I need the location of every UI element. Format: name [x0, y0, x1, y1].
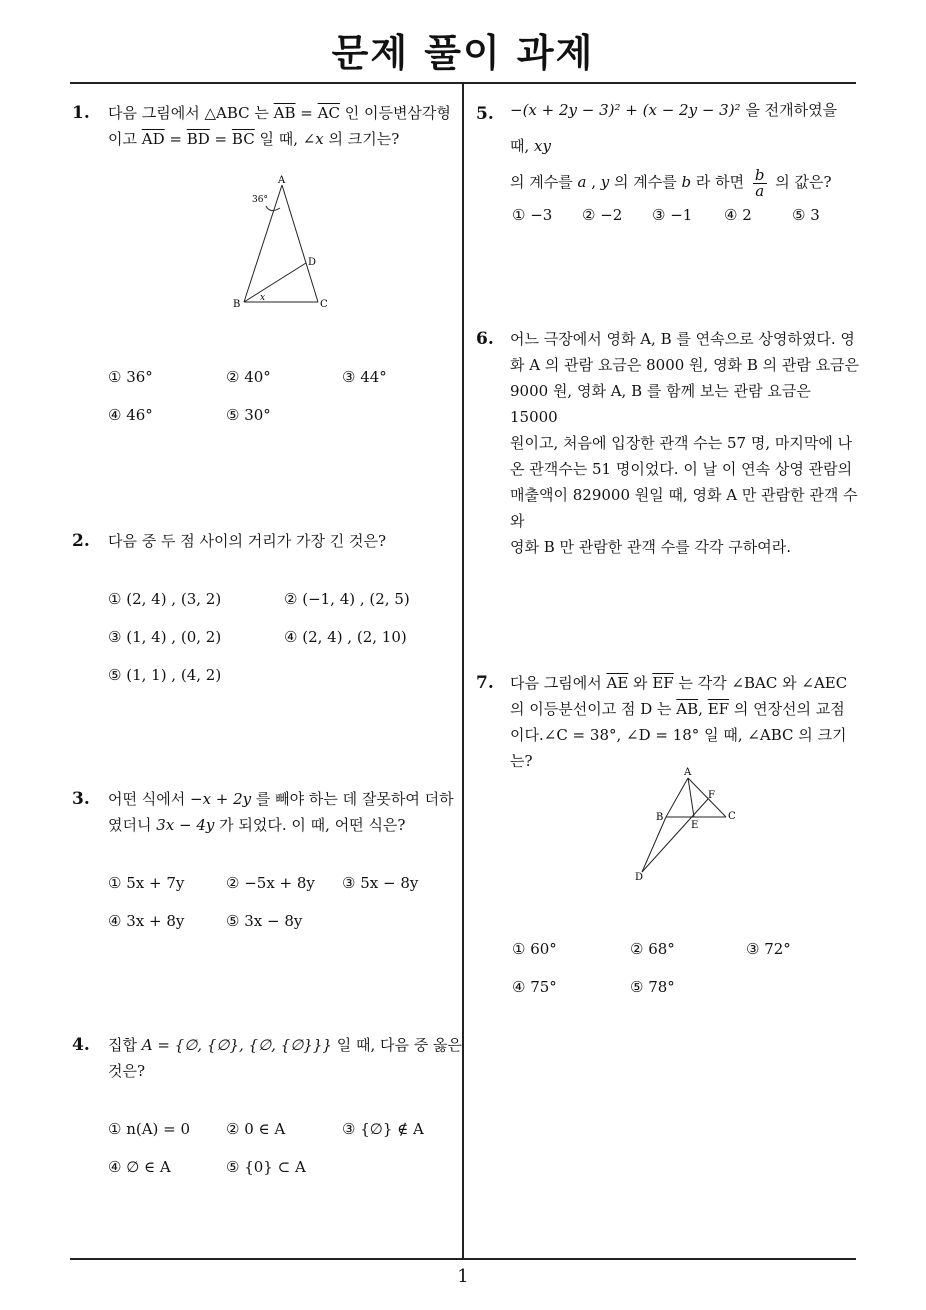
choice-5[interactable]: ⑤ 3x − 8y	[226, 912, 303, 930]
bisector-figure	[630, 762, 740, 887]
question-4	[72, 1032, 462, 1084]
column-divider	[462, 83, 464, 1259]
triangle-figure	[230, 170, 340, 315]
page-title: 문제 풀이 과제	[331, 31, 595, 75]
label-b: B	[656, 812, 664, 823]
question-6	[476, 326, 860, 560]
choice-4[interactable]: ④ 2	[724, 206, 752, 224]
choice-4[interactable]: ④ 75°	[512, 978, 557, 996]
label-d: D	[635, 872, 644, 883]
label-d: D	[308, 257, 317, 268]
label-c: C	[728, 811, 736, 822]
choice-2[interactable]: ② (−1, 4) , (2, 5)	[284, 590, 410, 608]
question-text: 다음 중 두 점 사이의 거리가 가장 긴 것은?	[108, 532, 387, 550]
question-5	[476, 100, 860, 200]
page-number: 1	[457, 1266, 469, 1287]
choice-5[interactable]: ⑤ (1, 1) , (4, 2)	[108, 666, 222, 684]
question-number: 1.	[72, 103, 90, 123]
choice-3[interactable]: ③ −1	[652, 206, 693, 224]
choice-2[interactable]: ② −2	[582, 206, 623, 224]
choice-3[interactable]: ③ {∅} ∉ A	[342, 1120, 424, 1138]
question-number: 6.	[476, 329, 494, 349]
question-text: 어느 극장에서 영화 A, B 를 연속으로 상영하였다. 영 화 A 의 관람 요금은 8000 원, 영화 B 의 관람 요금은 9000 원, 영화 A, B 를 함께 보는 관람 요금은 15000 원이고, 처음에 입장한 관객 수는 57 명, 마지막에 나 온 관객수는 51 명이었다. 이 날 이 연속 상영 관람의 매출액이 829000 원일 때, 영화 A 만 관람한 관객 수와 영화 B 만 관람한 관객 수를 각각 구하여라.	[510, 330, 860, 556]
choice-3[interactable]: ③ 5x − 8y	[342, 874, 419, 892]
question-number: 5.	[476, 104, 494, 124]
choice-2[interactable]: ② 68°	[630, 940, 675, 958]
fraction: $\frac{b}{a}$	[754, 165, 765, 200]
choice-2[interactable]: ② 40°	[226, 368, 271, 386]
question-text: 집합 A = {∅, {∅}, {∅, {∅}}} 일 때, 다음 중 옳은 것은?	[108, 1036, 462, 1080]
label-f: F	[708, 790, 715, 801]
choice-1[interactable]: ① (2, 4) , (3, 2)	[108, 590, 222, 608]
choice-4[interactable]: ④ 3x + 8y	[108, 912, 185, 930]
choice-3[interactable]: ③ 72°	[746, 940, 791, 958]
choice-4[interactable]: ④ 46°	[108, 406, 153, 424]
choice-1[interactable]: ① n(A) = 0	[108, 1120, 191, 1138]
choice-1[interactable]: ① 5x + 7y	[108, 874, 185, 892]
choice-1[interactable]: ① 60°	[512, 940, 557, 958]
question-3	[72, 786, 462, 838]
choice-4[interactable]: ④ (2, 4) , (2, 10)	[284, 628, 407, 646]
question-number: 7.	[476, 673, 494, 693]
label-a: A	[684, 767, 692, 778]
choice-5[interactable]: ⑤ 78°	[630, 978, 675, 996]
question-text: −(x + 2y − 3)² + (x − 2y − 3)² 을 전개하였을 때, xy 의 계수를 a , y 의 계수를 b 라 하면 $\frac{b}{a}$ 의 값은?	[510, 101, 838, 200]
label-x: x	[260, 293, 266, 303]
question-number: 4.	[72, 1035, 90, 1055]
choice-1[interactable]: ① 36°	[108, 368, 153, 386]
question-number: 3.	[72, 789, 90, 809]
choice-2[interactable]: ② 0 ∈ A	[226, 1120, 286, 1138]
label-c: C	[320, 299, 328, 310]
angle-label: 36°	[252, 195, 268, 205]
choice-2[interactable]: ② −5x + 8y	[226, 874, 315, 892]
question-2	[72, 528, 462, 554]
choice-5[interactable]: ⑤ {0} ⊂ A	[226, 1158, 306, 1176]
choice-3[interactable]: ③ (1, 4) , (0, 2)	[108, 628, 222, 646]
question-number: 2.	[72, 531, 90, 551]
choice-5[interactable]: ⑤ 30°	[226, 406, 271, 424]
question-7	[476, 670, 860, 774]
footer-rule	[70, 1258, 856, 1260]
question-text: 다음 그림에서 △ABC 는 $\overline{AB} = \overline{AC}$ 인 이등변삼각형 이고 $\overline{AD} = \overline{BD} = \overline{BC}$ 일 때, ∠x 의 크기는?	[108, 104, 451, 148]
choice-3[interactable]: ③ 44°	[342, 368, 387, 386]
label-a: A	[278, 175, 286, 186]
question-1	[72, 100, 462, 152]
question-text: 어떤 식에서 −x + 2y 를 빼야 하는 데 잘못하여 더하 였더니 3x − 4y 가 되었다. 이 때, 어떤 식은?	[108, 790, 454, 834]
choice-4[interactable]: ④ ∅ ∈ A	[108, 1158, 171, 1176]
label-e: E	[691, 820, 699, 831]
question-text: 다음 그림에서 $\overline{AE}$ 와 $\overline{EF}$ 는 각각 ∠BAC 와 ∠AEC 의 이등분선이고 점 D 는 $\overline{AB}$, $\overline{EF}$ 의 연장선의 교점 이다.∠C = 38°, ∠D = 18° 일 때, ∠ABC 의 크기는?	[510, 674, 848, 770]
choice-5[interactable]: ⑤ 3	[792, 206, 820, 224]
label-b: B	[233, 299, 241, 310]
choice-1[interactable]: ① −3	[512, 206, 553, 224]
